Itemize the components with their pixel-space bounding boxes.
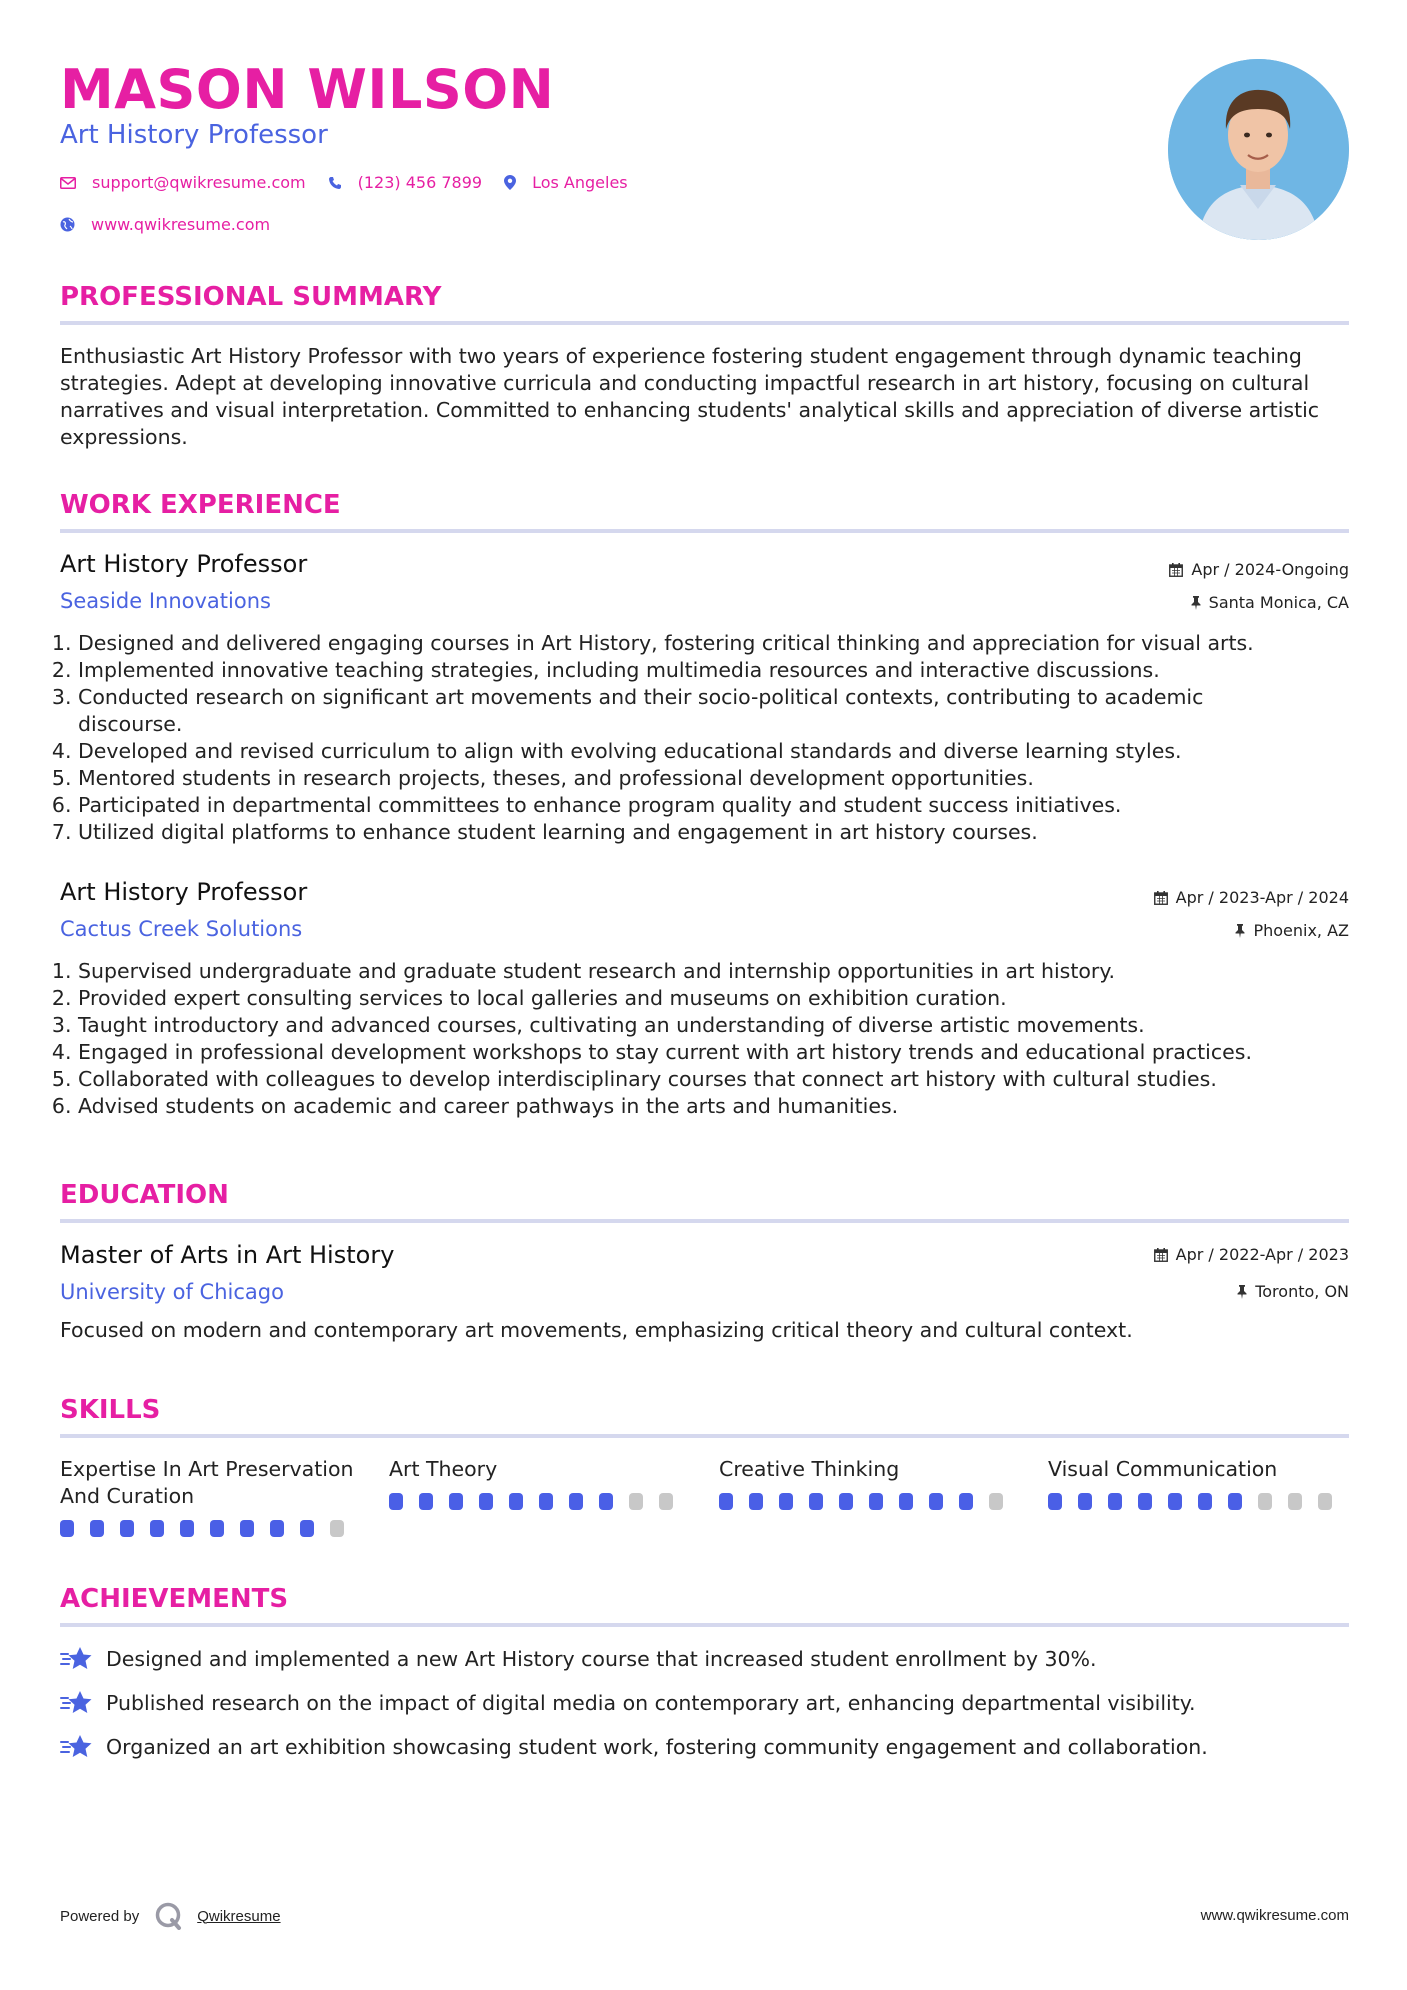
skill-dot-filled	[479, 1493, 493, 1510]
job-location-text: Phoenix, AZ	[1253, 921, 1349, 940]
qwikresume-link[interactable]: Qwikresume	[197, 1907, 281, 1925]
experience-heading: WORK EXPERIENCE	[60, 490, 341, 520]
avatar	[1168, 59, 1349, 240]
skill-dot-empty	[1258, 1493, 1272, 1510]
skill-dot-filled	[1108, 1493, 1122, 1510]
candidate-name: MASON WILSON	[60, 58, 555, 121]
skill-dot-filled	[509, 1493, 523, 1510]
skill-dot-filled	[210, 1520, 224, 1537]
pushpin-icon	[1191, 596, 1201, 610]
list-item: 2. Implemented innovative teaching strategies, including multimedia resources and interactive discussions.	[78, 657, 1308, 684]
list-item: 3. Taught introductory and advanced courses, cultivating an understanding of diverse artistic movements.	[78, 1012, 1308, 1039]
job-dates-text: Apr / 2023-Apr / 2024	[1175, 888, 1349, 907]
education-dates	[1154, 1245, 1349, 1264]
pushpin-icon	[1235, 924, 1245, 938]
section-divider	[60, 1434, 1349, 1438]
skill-dot-empty	[629, 1493, 643, 1510]
job-dates-text: Apr / 2024-Ongoing	[1191, 560, 1349, 579]
list-item: 1. Designed and delivered engaging courses in Art History, fostering critical thinking and appreciation for visual arts.	[78, 630, 1308, 657]
education-dates-text: Apr / 2022-Apr / 2023	[1175, 1245, 1349, 1264]
job-bullets	[60, 958, 1308, 1120]
skill-dot-filled	[779, 1493, 793, 1510]
list-item: 3. Conducted research on significant art movements and their socio-political contexts, contributing to academic discourse.	[78, 684, 1308, 738]
skill-dot-filled	[240, 1520, 254, 1537]
skill-dot-filled	[90, 1520, 104, 1537]
skill-name: Art Theory	[389, 1457, 498, 1481]
summary-heading: PROFESSIONAL SUMMARY	[60, 282, 442, 312]
education-description: Focused on modern and contemporary art movements, emphasizing critical theory and cultural context.	[60, 1318, 1133, 1342]
skill-item	[60, 1456, 360, 1537]
pushpin-icon	[1237, 1285, 1247, 1299]
list-item: 4. Developed and revised curriculum to align with evolving educational standards and diverse learning styles.	[78, 738, 1308, 765]
skill-level	[1048, 1493, 1348, 1510]
list-item: 1. Supervised undergraduate and graduate student research and internship opportunities in art history.	[78, 958, 1308, 985]
list-item: 2. Provided expert consulting services to local galleries and museums on exhibition curation.	[78, 985, 1308, 1012]
job-bullets	[60, 630, 1308, 846]
contact-website[interactable]	[60, 215, 270, 234]
contact-row-2	[60, 215, 292, 234]
list-item: 6. Advised students on academic and career pathways in the arts and humanities.	[78, 1093, 1308, 1120]
skills-heading: SKILLS	[60, 1395, 161, 1425]
skill-dot-filled	[749, 1493, 763, 1510]
contact-email[interactable]	[60, 173, 306, 192]
candidate-title: Art History Professor	[60, 120, 328, 150]
skill-dot-filled	[599, 1493, 613, 1510]
skill-dot-filled	[1138, 1493, 1152, 1510]
skill-dot-empty	[659, 1493, 673, 1510]
section-divider	[60, 529, 1349, 533]
contact-location	[504, 173, 628, 192]
skill-dot-filled	[389, 1493, 403, 1510]
section-divider	[60, 321, 1349, 325]
skill-name: Visual Communication	[1048, 1457, 1278, 1481]
list-item: 7. Utilized digital platforms to enhance student learning and engagement in art history courses.	[78, 819, 1308, 846]
list-item: 6. Participated in departmental committees to enhance program quality and student success initiatives.	[78, 792, 1308, 819]
skill-dot-empty	[330, 1520, 344, 1537]
school-name: University of Chicago	[60, 1280, 284, 1304]
skill-dot-filled	[150, 1520, 164, 1537]
skill-dot-empty	[1318, 1493, 1332, 1510]
achievement-text: Published research on the impact of digital media on contemporary art, enhancing departmental visibility.	[106, 1691, 1196, 1715]
job-dates	[1169, 560, 1349, 579]
map-pin-icon	[504, 175, 516, 190]
job-location-text: Santa Monica, CA	[1208, 593, 1349, 612]
contact-phone[interactable]	[328, 173, 482, 192]
achievement-text: Organized an art exhibition showcasing student work, fostering community engagement and collaboration.	[106, 1735, 1208, 1759]
skill-dot-empty	[989, 1493, 1003, 1510]
star-icon	[60, 1645, 94, 1673]
degree-title: Master of Arts in Art History	[60, 1241, 395, 1269]
education-location	[1237, 1282, 1349, 1301]
email-text: support@qwikresume.com	[92, 173, 306, 192]
job-title: Art History Professor	[60, 550, 308, 578]
footer-powered-by	[60, 1902, 281, 1930]
section-divider	[60, 1219, 1349, 1223]
skill-dot-filled	[929, 1493, 943, 1510]
skill-dot-filled	[270, 1520, 284, 1537]
education-location-text: Toronto, ON	[1255, 1282, 1349, 1301]
skill-dot-filled	[419, 1493, 433, 1510]
achievement-text: Designed and implemented a new Art History course that increased student enrollment by 30%.	[106, 1647, 1097, 1671]
phone-icon	[328, 176, 342, 190]
calendar-icon	[1169, 563, 1183, 577]
skill-item	[719, 1456, 1019, 1510]
job-location	[1191, 593, 1349, 612]
list-item: 5. Collaborated with colleagues to develop interdisciplinary courses that connect art history with cultural studies.	[78, 1066, 1308, 1093]
star-icon	[60, 1689, 94, 1717]
skill-dot-filled	[1168, 1493, 1182, 1510]
skill-dot-filled	[449, 1493, 463, 1510]
achievement-item	[60, 1645, 1097, 1673]
skill-dot-filled	[539, 1493, 553, 1510]
skill-item	[1048, 1456, 1348, 1510]
skill-dot-filled	[959, 1493, 973, 1510]
skill-name: Expertise In Art Preservation And Curation	[60, 1457, 354, 1508]
skill-level	[389, 1493, 689, 1510]
skill-dot-filled	[1078, 1493, 1092, 1510]
skill-dot-filled	[300, 1520, 314, 1537]
skill-item	[389, 1456, 689, 1510]
job-location	[1235, 921, 1349, 940]
job-title: Art History Professor	[60, 878, 308, 906]
qwikresume-logo-icon	[155, 1902, 183, 1930]
skill-level	[719, 1493, 1019, 1510]
website-text: www.qwikresume.com	[91, 215, 271, 234]
job-dates	[1154, 888, 1349, 907]
contact-row	[60, 173, 650, 192]
profile-photo	[1168, 59, 1349, 240]
achievements-heading: ACHIEVEMENTS	[60, 1584, 289, 1614]
skill-dot-filled	[180, 1520, 194, 1537]
skill-dot-filled	[1198, 1493, 1212, 1510]
phone-text: (123) 456 7899	[357, 173, 483, 192]
star-icon	[60, 1733, 94, 1761]
skill-dot-filled	[839, 1493, 853, 1510]
achievement-item	[60, 1689, 1195, 1717]
skill-dot-filled	[809, 1493, 823, 1510]
list-item: 5. Mentored students in research projects, theses, and professional development opportunities.	[78, 765, 1308, 792]
envelope-icon	[60, 177, 76, 189]
skill-dot-filled	[719, 1493, 733, 1510]
skill-level	[60, 1520, 360, 1537]
footer-website[interactable]: www.qwikresume.com	[1200, 1907, 1349, 1924]
skill-dot-empty	[1288, 1493, 1302, 1510]
skill-dot-filled	[899, 1493, 913, 1510]
skill-dot-filled	[1228, 1493, 1242, 1510]
list-item: 4. Engaged in professional development workshops to stay current with art history trends and educational practices.	[78, 1039, 1308, 1066]
job-company: Cactus Creek Solutions	[60, 917, 303, 941]
skill-dot-filled	[120, 1520, 134, 1537]
globe-icon	[60, 217, 75, 232]
job-company: Seaside Innovations	[60, 589, 271, 613]
achievement-item	[60, 1733, 1208, 1761]
skill-dot-filled	[1048, 1493, 1062, 1510]
location-text: Los Angeles	[532, 173, 628, 192]
skill-dot-filled	[60, 1520, 74, 1537]
summary-text: Enthusiastic Art History Professor with two years of experience fostering student engagement through dynamic teaching strategies. Adept at developing innovative curricula and conducting impactful research in art history, focusing on cultural narratives and visual interpretation. Committed to enhancing students' analytical skills and appreciation of diverse artistic expressions.	[60, 344, 1320, 449]
education-heading: EDUCATION	[60, 1180, 229, 1210]
section-divider	[60, 1623, 1349, 1627]
calendar-icon	[1154, 1248, 1168, 1262]
skill-dot-filled	[869, 1493, 883, 1510]
skill-name: Creative Thinking	[719, 1457, 900, 1481]
calendar-icon	[1154, 891, 1168, 905]
skill-dot-filled	[569, 1493, 583, 1510]
powered-by-label: Powered by	[60, 1907, 140, 1925]
